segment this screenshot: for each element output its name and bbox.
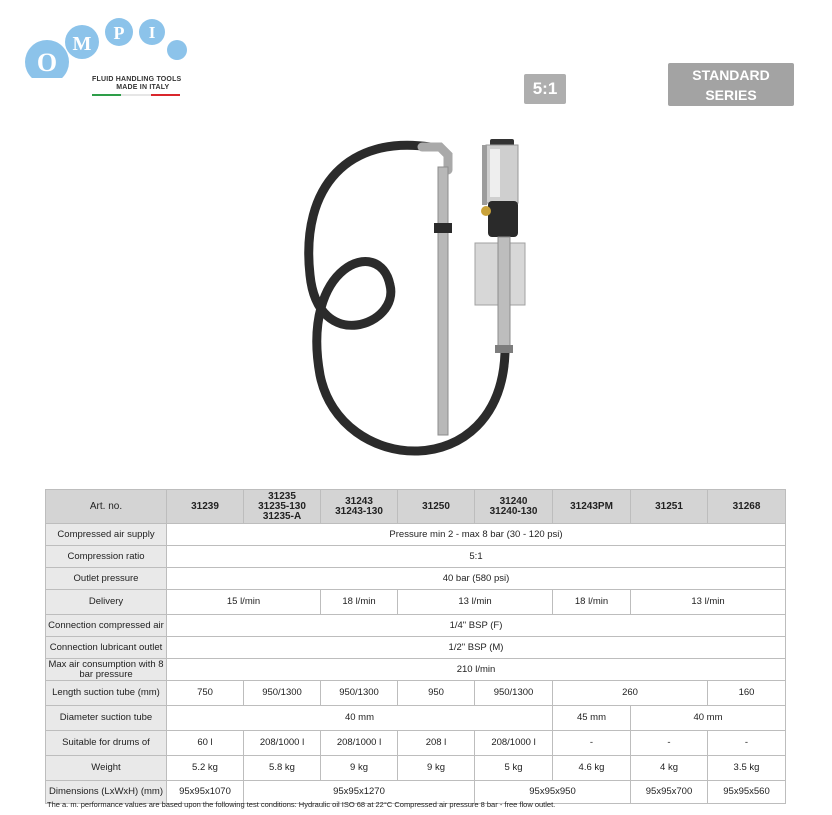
- brand-tagline: [92, 76, 181, 92]
- ratio-badge: 5:1: [524, 74, 566, 104]
- col-header: [631, 490, 708, 524]
- table-cell: 40 mm: [631, 706, 786, 731]
- table-cell: 95x95x700: [631, 781, 708, 804]
- table-row: [46, 659, 786, 681]
- col-header-line: 31239: [191, 500, 219, 512]
- table-row: [46, 546, 786, 568]
- table-row: [46, 756, 786, 781]
- table-cell: 4 kg: [631, 756, 708, 781]
- col-header-line: 31243-130: [335, 505, 383, 517]
- pump-handle: [482, 145, 487, 205]
- table-cell: 1/4" BSP (F): [167, 615, 786, 637]
- col-header-line: 31235-A: [262, 510, 302, 522]
- row-label: Connection compressed air: [46, 615, 167, 637]
- table-cell: 160: [708, 681, 786, 706]
- col-header-line: 31243: [345, 495, 373, 507]
- table-cell: 1/2" BSP (M): [167, 637, 786, 659]
- col-header: [708, 490, 786, 524]
- footnote: The a. m. performance values are based upon the following test conditions: Hydraulic oil ISO 68 at 22°C Compressed air pressure 8 bar - free flow outlet.: [47, 800, 556, 809]
- pump-tube: [498, 237, 510, 349]
- col-header: [553, 490, 631, 524]
- table-row: [46, 524, 786, 546]
- row-label: Compression ratio: [46, 546, 167, 568]
- italian-flag-stripe: [92, 94, 180, 96]
- table-row: [46, 731, 786, 756]
- row-label: Outlet pressure: [46, 568, 167, 590]
- table-cell: 95x95x1270: [244, 781, 475, 804]
- table-cell: 4.6 kg: [553, 756, 631, 781]
- row-label: Dimensions (LxWxH) (mm): [46, 781, 167, 804]
- table-cell: 18 l/min: [553, 590, 631, 615]
- table-cell: 40 mm: [167, 706, 553, 731]
- table-cell: 9 kg: [321, 756, 398, 781]
- table-cell: 5 kg: [475, 756, 553, 781]
- brand-tagline-line1: FLUID HANDLING TOOLS: [92, 76, 182, 83]
- suction-tube: [438, 167, 448, 435]
- table-cell: 210 l/min: [167, 659, 786, 681]
- pump-valve-block: [488, 201, 518, 237]
- col-header-line: 31268: [732, 500, 761, 512]
- row-label: Compressed air supply: [46, 524, 167, 546]
- col-header: [321, 490, 398, 524]
- table-cell: 95x95x1070: [167, 781, 244, 804]
- svg-text:M: M: [72, 33, 92, 55]
- col-header-line: 31235-130: [258, 500, 306, 512]
- series-badge-line1: STANDARD: [692, 67, 770, 83]
- table-cell: -: [553, 731, 631, 756]
- brand-logo: [22, 18, 192, 98]
- table-cell: 260: [553, 681, 708, 706]
- table-cell: 208/1000 l: [244, 731, 321, 756]
- table-cell: 5:1: [167, 546, 786, 568]
- row-label: Suitable for drums of: [46, 731, 167, 756]
- air-inlet-fitting: [481, 206, 491, 216]
- series-badge: [668, 63, 794, 106]
- table-cell: -: [631, 731, 708, 756]
- table-cell: 950/1300: [244, 681, 321, 706]
- svg-text:P: P: [113, 23, 125, 43]
- table-cell: 3.5 kg: [708, 756, 786, 781]
- table-cell: 950: [398, 681, 475, 706]
- row-label: Weight: [46, 756, 167, 781]
- table-cell: 40 bar (580 psi): [167, 568, 786, 590]
- col-header: [244, 490, 321, 524]
- table-cell: Pressure min 2 - max 8 bar (30 - 120 psi): [167, 524, 786, 546]
- table-cell: 95x95x560: [708, 781, 786, 804]
- table-cell: 13 l/min: [631, 590, 786, 615]
- table-cell: 750: [167, 681, 244, 706]
- svg-text:O: O: [36, 48, 58, 77]
- col-header-line: 31235: [268, 490, 296, 502]
- table-row: [46, 681, 786, 706]
- table-cell: 208/1000 l: [321, 731, 398, 756]
- table-cell: 9 kg: [398, 756, 475, 781]
- spec-table: [45, 489, 786, 804]
- table-row: [46, 615, 786, 637]
- table-cell: 950/1300: [321, 681, 398, 706]
- col-header-line: 31243PM: [570, 500, 613, 512]
- header-label: Art. no.: [46, 490, 167, 524]
- col-header: [398, 490, 475, 524]
- svg-text:I: I: [148, 23, 156, 42]
- table-cell: 13 l/min: [398, 590, 553, 615]
- bung-adapter: [434, 223, 452, 233]
- row-label: Connection lubricant outlet: [46, 637, 167, 659]
- table-cell: 5.8 kg: [244, 756, 321, 781]
- table-cell: 208 l: [398, 731, 475, 756]
- row-label: Diameter suction tube: [46, 706, 167, 731]
- series-badge-line2: SERIES: [705, 87, 757, 103]
- header-row: [46, 490, 786, 524]
- col-header: [475, 490, 553, 524]
- table-row: [46, 568, 786, 590]
- col-header-line: 31240: [499, 495, 528, 507]
- row-label: Max air consumption with 8 bar pressure: [46, 659, 167, 681]
- pump-product-image: [290, 125, 550, 475]
- table-cell: 95x95x950: [475, 781, 631, 804]
- table-cell: 5.2 kg: [167, 756, 244, 781]
- col-header-line: 31240-130: [489, 505, 538, 517]
- table-cell: 15 l/min: [167, 590, 321, 615]
- table-row: [46, 637, 786, 659]
- col-header-line: 31251: [655, 500, 683, 512]
- air-motor-highlight: [490, 149, 500, 197]
- col-header-line: 31250: [422, 500, 450, 512]
- col-header: [167, 490, 244, 524]
- outlet-fitting: [495, 345, 513, 353]
- brand-tagline-line2: MADE IN ITALY: [116, 84, 170, 91]
- table-cell: 208/1000 l: [475, 731, 553, 756]
- table-cell: -: [708, 731, 786, 756]
- table-cell: 950/1300: [475, 681, 553, 706]
- logo-bubbles: [22, 18, 192, 78]
- table-row: [46, 590, 786, 615]
- table-cell: 60 l: [167, 731, 244, 756]
- row-label: Delivery: [46, 590, 167, 615]
- table-cell: 18 l/min: [321, 590, 398, 615]
- table-row: [46, 706, 786, 731]
- row-label: Length suction tube (mm): [46, 681, 167, 706]
- table-cell: 45 mm: [553, 706, 631, 731]
